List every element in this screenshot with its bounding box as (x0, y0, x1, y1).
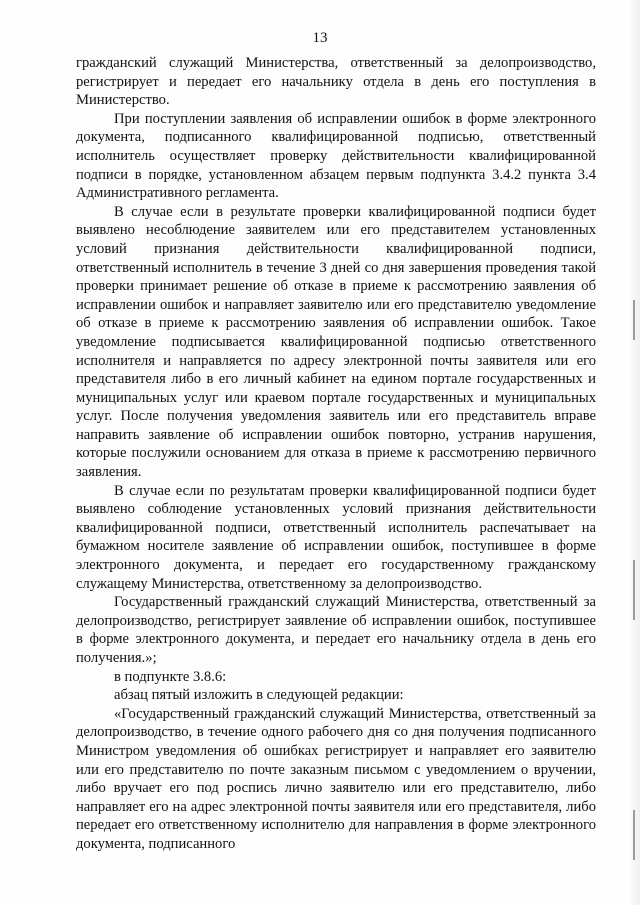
paragraph-registration: Государственный гражданский служащий Министерства, ответственный за делопроизводство, регистрирует заявление об исправлении ошибок, поступившее в форме электронного документа, и передает его начальнику отдела в день его получения.»; (76, 594, 596, 666)
scan-mark (633, 810, 635, 860)
paragraph-signature-failure: В случае если в результате проверки квалифицированной подписи будет выявлено несоблюдение заявителем или его представителем установленных условий признания действительности квалифицированной подписи, ответственный исполнитель в течение 3 дней со дня завершения проведения такой проверки принимает решение об отказе в приеме к рассмотрению заявления об исправлении ошибок и направляет заявителю или его представителю уведомление об отказе в приеме к рассмотрению заявления об исправлении ошибок. Такое уведомление подписывается квалифицированной подписью ответственного исполнителя и направляется по адресу электронной почты заявителя или его представителя либо в его личный кабинет на едином портале государственных и муниципальных услуг или краевом портале государственных и муниципальных услуг. После получения уведомления заявитель или его представитель вправе направить заявление об исправлении ошибок повторно, устранив нарушения, которые послужили основанием для отказа в приеме к рассмотрению первичного заявления. (76, 203, 596, 481)
paragraph-fifth-indent: абзац пятый изложить в следующей редакции: (114, 687, 404, 704)
scan-mark (633, 300, 635, 340)
document-body (76, 54, 596, 854)
page-number: 13 (312, 30, 328, 46)
scan-mark (633, 560, 635, 620)
paragraph-signature-success: В случае если по результатам проверки квалифицированной подписи будет выявлено соблюдение установленных условий признания действительности квалифицированной подписи, ответственный исполнитель распечатывает на бумажном носителе заявление об исправлении ошибок, поступившее в форме электронного документа, и передает его государственному гражданскому служащему Министерства, ответственному за делопроизводство. (76, 482, 596, 592)
paragraph-subitem-3-8-6: в подпункте 3.8.6: (114, 668, 227, 685)
paragraph-new-wording: «Государственный гражданский служащий Министерства, ответственный за делопроизводство, в течение одного рабочего дня со дня получения подписанного Министром уведомления об ошибках регистрирует и направляет его заявителю или его представителю по почте заказным письмом с уведомлением о вручении, либо вручает его под роспись лично заявителю или его представителю, либо направляет его на адрес электронной почты заявителя или его представителя, либо передает его ответственному исполнителю для направления в форме электронного документа, подписанного (76, 705, 596, 852)
paragraph-continuation: гражданский служащий Министерства, ответственный за делопроизводство, регистрирует и передает его начальнику отдела в день его поступления в Министерство. (76, 55, 596, 109)
scan-edge-shadow (628, 0, 640, 905)
paragraph-electronic-application: При поступлении заявления об исправлении ошибок в форме электронного документа, подписанного квалифицированной подписью, ответственный исполнитель осуществляет проверку действительности квалифицированной подписи в порядке, установленном абзацем первым подпункта 3.4.2 пункта 3.4 Административного регламента. (76, 110, 596, 202)
